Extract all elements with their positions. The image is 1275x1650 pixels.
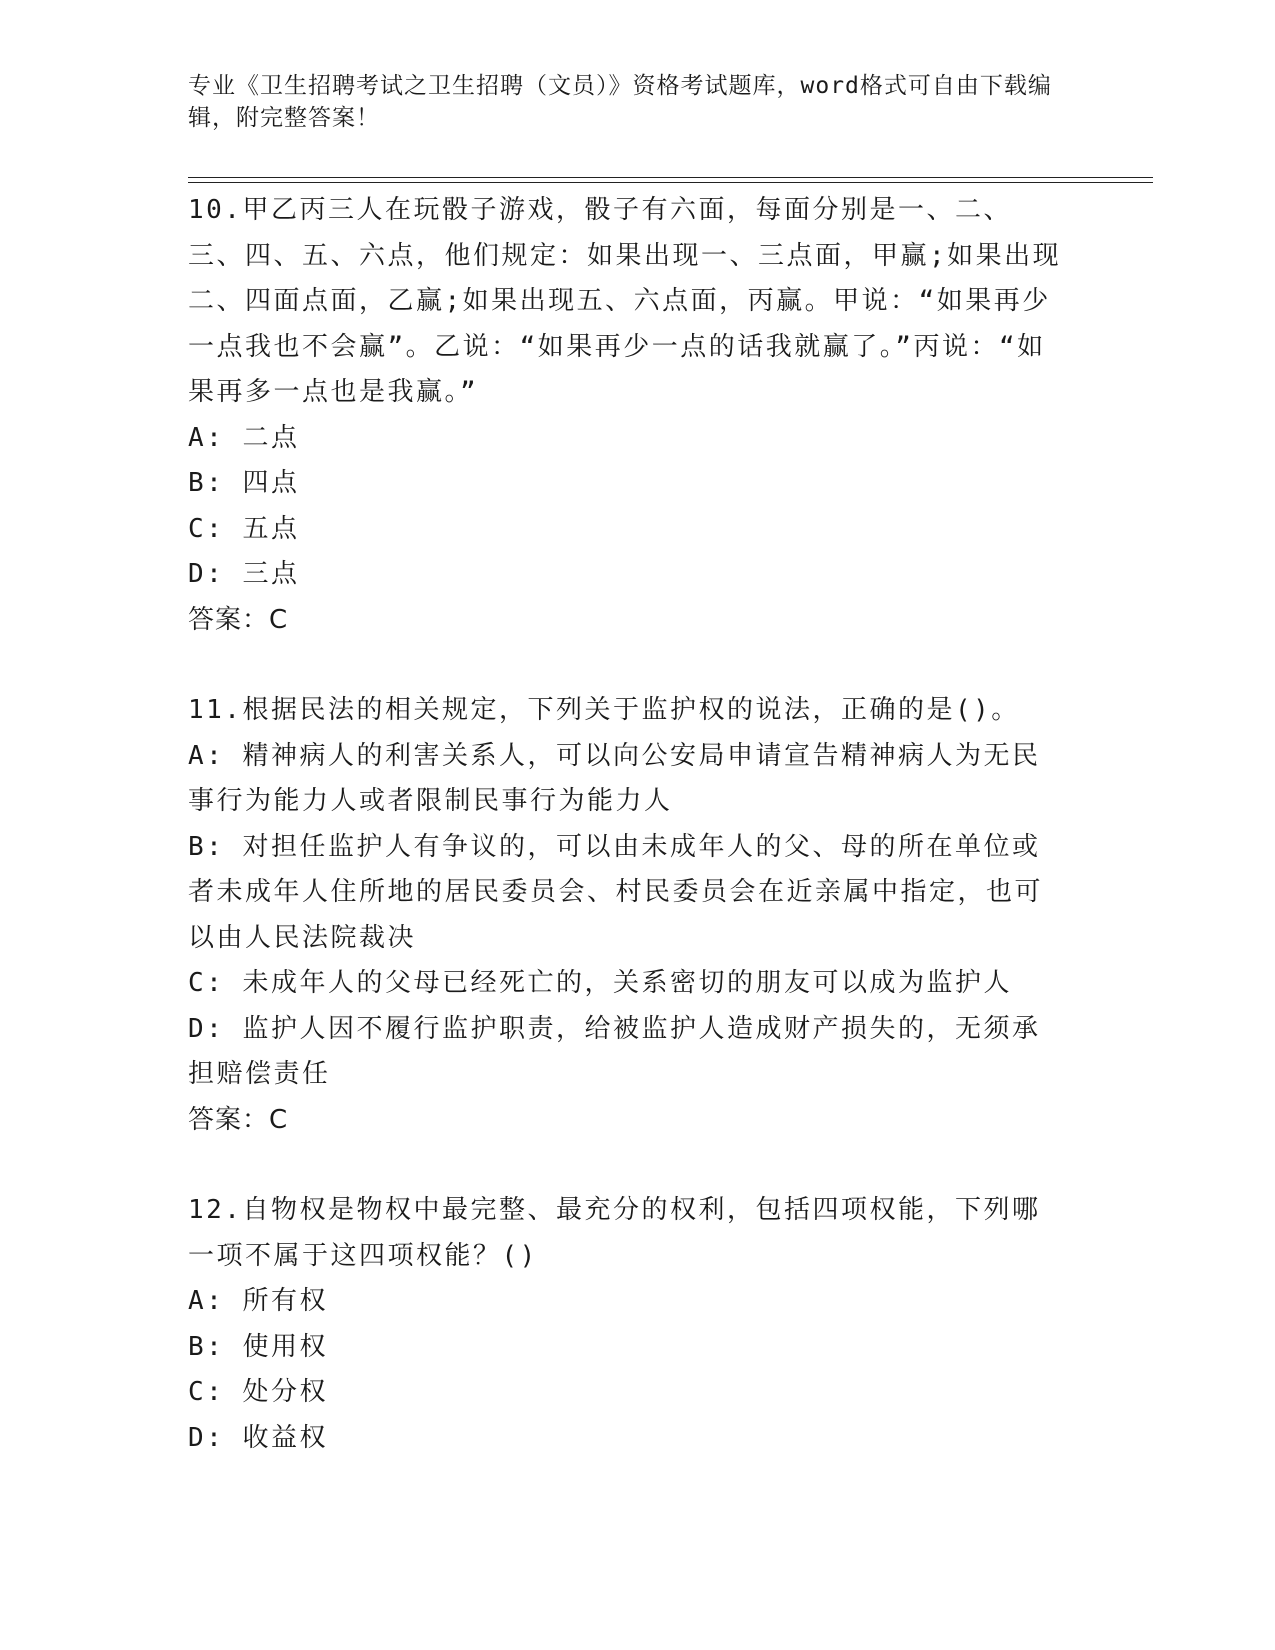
option-b: B: 使用权 <box>188 1331 328 1362</box>
option-b: B: 四点 <box>188 468 300 498</box>
header-divider-top <box>188 177 1153 178</box>
question-stem: 12.自物权是物权中最完整、最充分的权利，包括四项权能，下列哪一项不属于这四项权能？() <box>188 1195 1041 1271</box>
option-c: C: 未成年人的父母已经死亡的，关系密切的朋友可以成为监护人 <box>188 968 1012 998</box>
option-c: C: 五点 <box>188 513 300 544</box>
option-c: C: 处分权 <box>188 1377 328 1407</box>
question-10 <box>188 188 1068 643</box>
question-stem: 11.根据民法的相关规定，下列关于监护权的说法，正确的是()。 <box>188 695 1020 725</box>
header-divider-bottom <box>188 182 1153 183</box>
answer: 答案：C <box>188 604 289 635</box>
question-stem: 10.甲乙丙三人在玩骰子游戏，骰子有六面，每面分别是一、二、三、四、五、六点，他们规定：如果出现一、三点面，甲赢;如果出现二、四面点面，乙赢;如果出现五、六点面，丙赢。甲说：“如果再少一点我也不会赢”。乙说：“如果再少一点的话我就赢了。”丙说：“如果再多一点也是我赢。” <box>188 195 1062 407</box>
option-a: A: 精神病人的利害关系人，可以向公安局申请宣告精神病人为无民事行为能力人或者限制民事行为能力人 <box>188 740 1041 816</box>
option-a: A: 二点 <box>188 422 300 453</box>
option-d: D: 监护人因不履行监护职责，给被监护人造成财产损失的，无须承担赔偿责任 <box>188 1013 1041 1089</box>
option-a: A: 所有权 <box>188 1286 328 1316</box>
header-note: 专业《卫生招聘考试之卫生招聘（文员）》资格考试题库，word格式可自由下载编辑，附完整答案！ <box>188 73 1052 131</box>
option-b: B: 对担任监护人有争议的，可以由未成年人的父、母的所在单位或者未成年人住所地的居民委员会、村民委员会在近亲属中指定，也可以由人民法院裁决 <box>188 831 1044 953</box>
answer: 答案：C <box>188 1104 289 1135</box>
option-d: D: 三点 <box>188 559 300 589</box>
question-12 <box>188 1188 1068 1461</box>
option-d: D: 收益权 <box>188 1422 328 1453</box>
question-11 <box>188 688 1068 1143</box>
